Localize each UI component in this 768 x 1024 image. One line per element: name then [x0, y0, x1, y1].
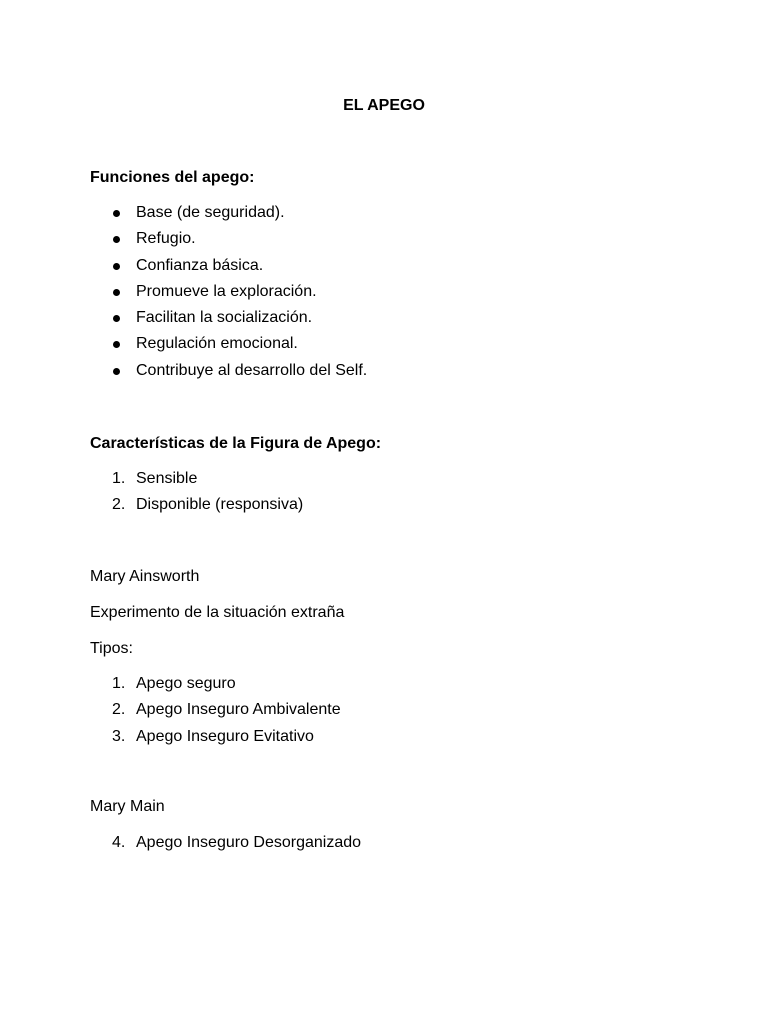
list-number: 1.	[112, 675, 126, 692]
list-item: Promueve la exploración.	[0, 282, 367, 308]
experiment-text: Experimento de la situación extraña	[90, 604, 345, 621]
list-item: Refugio.	[0, 229, 367, 255]
list-item: 1. Apego seguro	[112, 675, 236, 692]
list-item: 2. Disponible (responsiva)	[112, 496, 304, 514]
tipos-list	[0, 674, 341, 753]
bullet-icon	[113, 263, 120, 270]
list-number: 3.	[112, 727, 126, 745]
list-number: 2.	[112, 701, 126, 719]
bullet-icon	[113, 368, 120, 375]
bullet-icon	[113, 341, 120, 348]
main-list	[0, 833, 361, 859]
list-item: 4. Apego Inseguro Desorganizado	[112, 834, 362, 851]
list-number: 4.	[112, 834, 126, 851]
list-number: 2.	[112, 496, 126, 514]
list-item: Contribuye al desarrollo del Self.	[0, 361, 367, 387]
caracteristicas-list	[0, 469, 303, 522]
bullet-icon	[113, 236, 120, 243]
document-title: EL APEGO	[343, 97, 425, 114]
bullet-icon	[113, 289, 120, 296]
funciones-list	[0, 203, 367, 387]
list-item: 1. Sensible	[112, 470, 198, 487]
bullet-icon	[113, 210, 120, 217]
list-item: 2. Apego Inseguro Ambivalente	[112, 701, 341, 719]
list-item: Base (de seguridad).	[0, 203, 367, 229]
caracteristicas-heading: Características de la Figura de Apego:	[90, 435, 382, 452]
list-item: Confianza básica.	[0, 256, 367, 282]
list-number: 1.	[112, 470, 126, 487]
main-name: Mary Main	[90, 798, 165, 815]
ainsworth-name: Mary Ainsworth	[90, 568, 200, 585]
funciones-heading: Funciones del apego:	[90, 169, 255, 186]
tipos-label: Tipos:	[90, 640, 133, 657]
bullet-icon	[113, 315, 120, 322]
list-item: 3. Apego Inseguro Evitativo	[112, 727, 314, 745]
list-item: Regulación emocional.	[0, 334, 367, 360]
list-item: Facilitan la socialización.	[0, 308, 367, 334]
